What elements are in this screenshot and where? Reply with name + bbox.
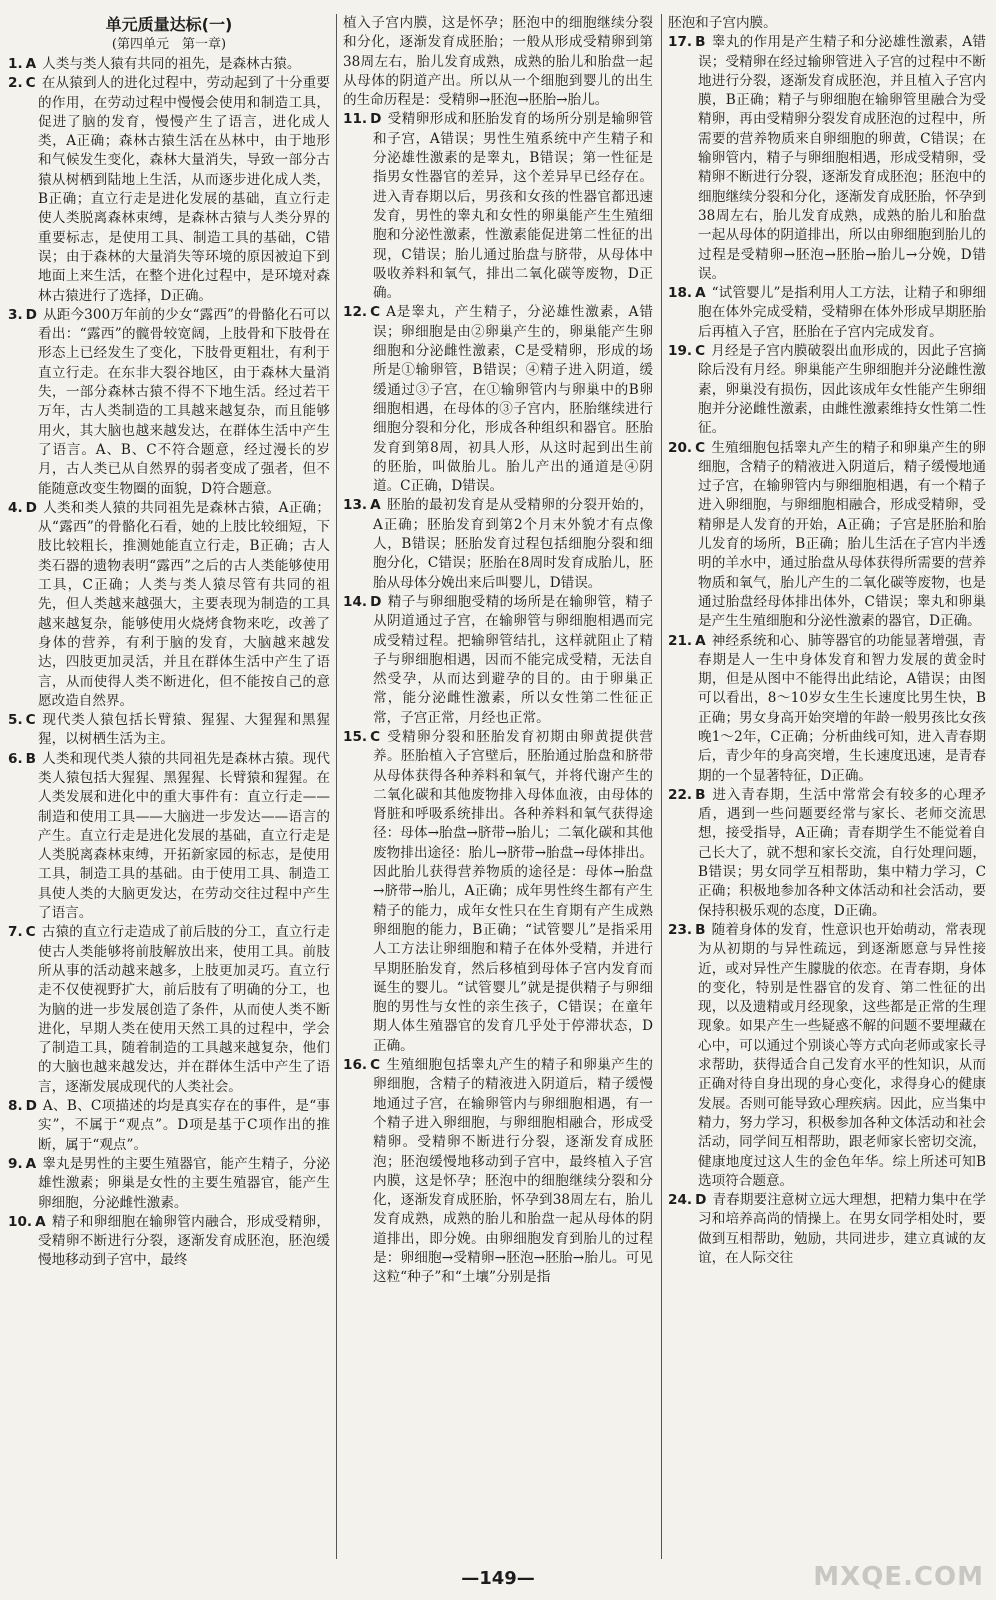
- answer-item: [668, 1191, 986, 1268]
- explanation-text: 精子和卵细胞在输卵管内融合，形成受精卵，受精卵不断进行分裂，逐渐发育成胚泡，胚泡缓慢地移动到子宫中，最终: [38, 1213, 330, 1269]
- continued-answer-text: 植入子宫内膜，这是怀孕；胚泡中的细胞继续分裂和分化，逐渐发育成胚胎；一般从形成受精卵到第38周左右，胎儿发育成熟，成熟的胎儿和胎盘一起从母体的阴道产出。所以从一个细胞到婴儿的出生的生命历程是：受精卵→胚泡→胚胎→胎儿。: [343, 15, 653, 109]
- answer-item: [668, 33, 986, 284]
- explanation-text: 在从猿到人的进化过程中，劳动起到了十分重要的作用，在劳动过程中慢慢会使用和制造工具，促进了脑的发育，慢慢产生了语言，进化成人类，A正确；森林古猿生活在丛林中，由于地形和气候发生变化，森林大量消失，导致一部分古猿从树栖到陆地上生活，从而逐步进化成人类，B正确；直立行走是进化发展的基础，直立行走使人类脱离森林束缚，是森林古猿与人类分界的重要标志，是使用工具、制造工具的基础，C错误；由于森林的大量消失等环境的原因被迫下到地面上来生活，在整个进化过程中，是环境对森林古猿进行了选择，D正确。: [38, 75, 330, 304]
- question-number: 1.: [8, 56, 23, 72]
- section-heading: [8, 14, 330, 54]
- answer-choice: D: [695, 1192, 707, 1209]
- answer-item: [8, 499, 330, 711]
- explanation-text: A、B、C项描述的均是真实存在的事件，是“事实”，不属于“观点”。D项是基于C项作出的推断，属于“观点”。: [38, 1098, 330, 1153]
- answer-column-1: [8, 14, 330, 1559]
- question-number: 4.: [8, 499, 23, 516]
- column-divider: [661, 14, 662, 1559]
- answer-choice: A: [695, 285, 706, 302]
- question-number: 10.: [8, 1213, 33, 1230]
- explanation-text: 人类与类人猿有共同的祖先，是森林古猿。: [42, 56, 301, 72]
- question-number: 13.: [343, 497, 368, 514]
- explanation-text: 精子与卵细胞受精的场所是在输卵管，精子从阴道通过子宫，在输卵管与卵细胞相遇而完成受精过程。把输卵管结扎，这样就阻止了精子与卵细胞相遇，因而不能完成受精，无法自然受孕，从而达到避孕的目的。由于卵巢正常，能分泌雌性激素，所以女性第二性征正常，子宫正常，月经也正常。: [373, 593, 653, 726]
- answer-choice: A: [35, 1213, 46, 1230]
- question-number: 24.: [668, 1192, 693, 1209]
- answer-item: [668, 284, 986, 342]
- question-number: 14.: [343, 593, 368, 610]
- answer-choice: C: [25, 712, 36, 729]
- answer-column-2: [343, 14, 653, 1559]
- explanation-text: 受精卵形成和胚胎发育的场所分别是输卵管和子宫，A错误；男性生殖系统中产生精子和分泌雄性激素的是睾丸，B错误；第一性征是指男女性器官的差异，这个差异早已经存在。进入青春期以后，男孩和女孩的性器官都迅速发育，男性的睾丸和女性的卵巢能产生生殖细胞和分泌性激素，性激素能促进第二性征的出现，C错误；胎儿通过胎盘与脐带，从母体中吸收养料和氧气，排出二氧化碳等废物，D正确。: [373, 111, 653, 302]
- explanation-text: 月经是子宫内膜破裂出血形成的，因此子宫摘除后没有月经。卵巢能产生卵细胞并分泌雌性激素，卵巢没有损伤，因此该成年女性能产生卵细胞并分泌雌性激素，由雌性激素维持女性第二性征。: [698, 343, 986, 437]
- explanation-text: 从距今300万年前的少女“露西”的骨骼化石可以看出：“露西”的髋骨较宽阔，上肢骨和下肢骨在形态上已经发生了变化，下肢骨更粗壮，有利于直立行走。在东非大裂谷地区，由于森林大量消失，一部分森林古猿不得不下地生活。经过若干万年，古人类制造的工具越来越复杂，而且能够用火，其大脑也越来越发达，在群体生活中产生了语言。A、B、C不符合题意，经过漫长的岁月，古人类已从自然界的弱者变成了强者，但不能随意改变生物圈的面貌，D符合题意。: [38, 306, 330, 497]
- question-number: 15.: [343, 728, 368, 745]
- section-title: 单元质量达标(一): [105, 15, 233, 34]
- section-subtitle: (第四单元 第一章): [111, 37, 227, 52]
- explanation-text: 青春期要注意树立远大理想，把精力集中在学习和培养高尚的情操上。在男女同学相处时，要做到互相帮助，勉励，共同进步，建立真诚的友谊，在人际交往: [698, 1192, 986, 1266]
- answer-choice: B: [25, 750, 36, 767]
- question-number: 19.: [668, 343, 693, 360]
- explanation-text: 进入青春期，生活中常常会有较多的心理矛盾，遇到一些问题要经常与家长、老师交流思想，接受指导，A正确；青春期学生不能觉着自己长大了，就不想和家长交流，自行处理问题，B错误；男女同学互相帮助，集中精力学习，C正确；积极地参加各种文体活动和社会活动，要保持积极乐观的态度，D正确。: [698, 786, 986, 919]
- answer-choice: B: [695, 786, 706, 803]
- answer-item: [8, 1213, 330, 1271]
- question-number: 6.: [8, 750, 23, 767]
- answer-item: [343, 593, 653, 728]
- watermark-logo: MXQE.COM: [813, 1562, 984, 1592]
- answer-item: [8, 1097, 330, 1155]
- answer-choice: A: [25, 56, 37, 72]
- answer-item: [668, 632, 986, 786]
- question-number: 22.: [668, 786, 693, 803]
- question-number: 20.: [668, 439, 693, 456]
- question-number: 17.: [668, 34, 693, 51]
- explanation-text: 人类和类人猿的共同祖先是森林古猿，A正确；从“露西”的骨骼化石看，她的上肢比较细短，下肢比较粗长，推测她能直立行走，B正确；古人类石器的遗物表明“露西”之后的古人类能够使用工具，C正确；人类与类人猿尽管有共同的祖先，但人类越来越强大，主要表现为制造的工具越来越复杂，能够使用火烧烤食物来吃，改善了身体的营养，有利于脑的发育，大脑越来越发达，四肢更加灵活，并且在群体生活中产生了语言，从而使得人类不断进化，但不能按自己的意愿改造自然界。: [38, 499, 330, 709]
- question-number: 16.: [343, 1057, 368, 1074]
- explanation-text: 睾丸是男性的主要生殖器官，能产生精子，分泌雄性激素；卵巢是女性的主要生殖器官，能产生卵细胞，分泌雌性激素。: [38, 1155, 330, 1211]
- answer-choice: D: [25, 499, 37, 516]
- answer-item: [8, 750, 330, 924]
- explanation-text: “试管婴儿”是指利用人工方法，让精子和卵细胞在体外完成受精，受精卵在体外形成早期胚胎后再植入子宫，胚胎在子宫内完成发育。: [698, 285, 986, 340]
- explanation-text: 人类和现代类人猿的共同祖先是森林古猿。现代类人猿包括大猩猩、黑猩猩、长臂猿和猩猩。在人类发展和进化中的重大事件有：直立行走——制造和使用工具——大脑进一步发达——语言的产生。直立行走是进化发展的基础，直立行走是人类脱离森林束缚，开拓新家园的标志，是使用工具，制造工具的基础。由于使用工具、制造工具使人类的大脑更发达，在劳动交往过程中产生了语言。: [38, 750, 330, 922]
- answer-choice: D: [370, 593, 382, 610]
- answer-item: [8, 923, 330, 1097]
- answer-choice: D: [25, 306, 37, 323]
- explanation-text: 神经系统和心、肺等器官的功能显著增强，青春期是人一生中身体发育和智力发展的黄金时期，但是从图中不能得出此结论，A错误；由图可以看出，8～10岁女生生长速度比男生快，B正确；男女身高开始突增的年龄一般男孩比女孩晚1～2年，C正确；分析曲线可知，进入青春期后，青少年的身高突增，生长速度迅速，是青春期的一个显著特征，D正确。: [698, 632, 986, 784]
- continued-answer-text: 胚泡和子宫内膜。: [668, 15, 777, 31]
- question-number: 3.: [8, 306, 23, 323]
- explanation-text: A是睾丸，产生精子，分泌雄性激素，A错误；卵细胞是由②卵巢产生的，卵巢能产生卵细胞和分泌雌性激素，C是受精卵，形成的场所是①输卵管，B错误；④精子进入阴道，缓缓通过③子宫，在①输卵管内与卵巢中的B卵细胞相遇，在母体的③子宫内，胚胎继续进行细胞分裂和分化，形成各种组织和器官。胚胎发育到第8周，初具人形，从这时起到出生前的胚胎，叫做胎儿。胎儿产出的通道是④阴道。C正确，D错误。: [373, 304, 653, 495]
- answer-choice: A: [25, 1155, 37, 1172]
- question-number: 11.: [343, 111, 368, 128]
- explanation-text: 生殖细胞包括睾丸产生的精子和卵巢产生的卵细胞，含精子的精液进入阴道后，精子缓慢地通过子宫，在输卵管内与卵细胞相遇，有一个精子进入卵细胞，与卵细胞相融合，形成受精卵，受精卵是人发育的开始，A正确；子宫是胚胎和胎儿发育的场所，B正确；胎儿生活在子宫内半透明的羊水中，通过胎盘从母体获得所需要的营养物质和氧气，胎儿产生的二氧化碳等废物，也是通过胎盘经母体排出体外，C错误；睾丸和卵巢是产生生殖细胞和分泌性激素的器官，D正确。: [698, 439, 986, 630]
- column-divider: [336, 14, 337, 1559]
- question-number: 12.: [343, 304, 368, 321]
- question-number: 18.: [668, 285, 693, 302]
- question-number: 9.: [8, 1155, 23, 1172]
- answer-item: [343, 1056, 653, 1288]
- question-number: 2.: [8, 75, 23, 92]
- answer-item: [668, 786, 986, 921]
- answer-item: [8, 55, 330, 74]
- answer-choice: C: [370, 1057, 381, 1074]
- answer-item: [343, 496, 653, 592]
- answer-choice: C: [25, 75, 36, 92]
- answer-choice: C: [695, 343, 706, 360]
- answer-item: [8, 74, 330, 306]
- answer-choice: B: [695, 921, 706, 938]
- answer-choice: A: [370, 497, 381, 514]
- page-number: —149—: [461, 1568, 535, 1589]
- explanation-text: 现代类人猿包括长臂猿、猩猩、大猩猩和黑猩猩，以树栖生活为主。: [38, 712, 330, 748]
- explanation-text: 随着身体的发育，性意识也开始萌动，常表现为从初期的与异性疏远，到逐渐愿意与异性接近，或对异性产生朦胧的依恋。在青春期，身体的变化，特别是性器官的发育、第二性征的出现，以及遗精或月经现象，这些都是正常的生理现象。如果产生一些疑惑不解的问题不要埋藏在心中，可以通过个别谈心等方式向老师或家长寻求帮助，获得适合自己发育水平的性知识，从而正确对待自身出现的身心变化，求得身心的健康发展。否则可能导致心理疾病。因此，应当集中精力，努力学习，积极参加各种文体活动和社会活动，同学间互相帮助，跟老师家长密切交流，健康地度过这人生的金色年华。综上所述可知B选项符合题意。: [698, 921, 986, 1189]
- answer-choice: C: [370, 304, 381, 321]
- answer-item: [668, 921, 986, 1191]
- answer-column-3: [668, 14, 986, 1559]
- answer-choice: C: [370, 728, 381, 745]
- answer-item: [343, 110, 653, 303]
- explanation-text: 受精卵分裂和胚胎发育初期由卵黄提供营养。胚胎植入子宫壁后，胚胎通过胎盘和脐带从母体获得各种养料和氧气，并将代谢产生的二氧化碳和其他废物排入母体血液，由母体的肾脏和呼吸系统排出。各种养料和氧气获得途径：母体→胎盘→脐带→胎儿；二氧化碳和其他废物排出途径：胎儿→脐带→胎盘→母体排出。因此胎儿获得营养物质的途径是：母体→胎盘→脐带→胎儿，A正确；成年男性终生都有产生精子的能力，成年女性只在生育期有产生成熟卵细胞的能力，B正确；“试管婴儿”是指采用人工方法让卵细胞和精子在体外受精，并进行早期胚胎发育，然后移植到母体子宫内发育而诞生的婴儿。“试管婴儿”就是提供精子与卵细胞的男性与女性的亲生孩子，C错误；在童年期人体生殖器官的发育几乎处于停滞状态，D正确。: [373, 728, 653, 1054]
- answer-choice: D: [25, 1098, 37, 1115]
- answer-item: [668, 439, 986, 632]
- answer-item: [8, 711, 330, 750]
- answer-choice: B: [695, 34, 706, 51]
- question-number: 21.: [668, 632, 693, 649]
- explanation-text: 生殖细胞包括睾丸产生的精子和卵巢产生的卵细胞，含精子的精液进入阴道后，精子缓慢地通过子宫，在输卵管内与卵细胞相遇，有一个精子进入卵细胞，与卵细胞相融合，形成受精卵。受精卵不断进行分裂，逐渐发育成胚泡；胚泡缓慢地移动到子宫中，最终植入子宫内膜，这是怀孕；胚泡中的细胞继续分裂和分化，逐渐发育成胚胎，怀孕到38周左右，胎儿发育成熟，成熟的胎儿和胎盘一起从母体的阴道排出，即分娩。由卵细胞发育到胎儿的过程是：卵细胞→受精卵→胚泡→胚胎→胎儿。可见这粒“种子”和“土壤”分别是指: [373, 1057, 653, 1286]
- answer-choice: C: [695, 439, 706, 456]
- answer-item: [8, 1155, 330, 1213]
- answer-item: [343, 303, 653, 496]
- question-number: 7.: [8, 924, 23, 941]
- question-number: 5.: [8, 712, 23, 729]
- answer-item: [343, 728, 653, 1056]
- answer-choice: C: [25, 924, 36, 941]
- answer-item: [668, 342, 986, 438]
- explanation-text: 古猿的直立行走造成了前后肢的分工，直立行走使古人类能够将前肢解放出来，使用工具。前肢所从事的活动越来越多，上肢更加灵巧。直立行走不仅使视野扩大，前后肢有了明确的分工，也为脑的进一步发展创造了条件，从而使人类不断进化，早期人类在使用天然工具的过程中，学会了制造工具，随着制造的工具越来越复杂，他们的大脑也越来越发达，并在群体生活中产生了语言，逐渐发展成现代的人类社会。: [38, 924, 330, 1095]
- answer-choice: A: [695, 632, 706, 649]
- question-number: 23.: [668, 921, 693, 938]
- explanation-text: 胚胎的最初发育是从受精卵的分裂开始的，A正确；胚胎发育到第2个月末外貌才有点像人，B错误；胚胎发育过程包括细胞分裂和细胞分化，C错误；胚胎在8周时发育成胎儿，胚胎从母体分娩出来后叫婴儿，D错误。: [373, 497, 653, 591]
- answer-choice: D: [370, 111, 382, 128]
- question-number: 8.: [8, 1098, 23, 1115]
- answer-item: [8, 306, 330, 499]
- explanation-text: 睾丸的作用是产生精子和分泌雄性激素，A错误；受精卵在经过输卵管进入子宫的过程中不断地进行分裂，逐渐发育成胚泡，并且植入子宫内膜，B正确；精子与卵细胞在输卵管里融合为受精卵，再由受精卵分裂发育成胚泡的过程中，所需要的营养物质来自卵细胞的卵黄，C错误；在输卵管内，精子与卵细胞相遇，形成受精卵，受精卵不断进行分裂，逐渐发育成胚泡；胚泡中的细胞继续分裂和分化，逐渐发育成胚胎，怀孕到38周左右，胎儿发育成熟，成熟的胎儿和胎盘一起从母体的阴道排出，所以由卵细胞到胎儿的过程是受精卵→胚泡→胚胎→胎儿→分娩，D错误。: [698, 34, 986, 282]
